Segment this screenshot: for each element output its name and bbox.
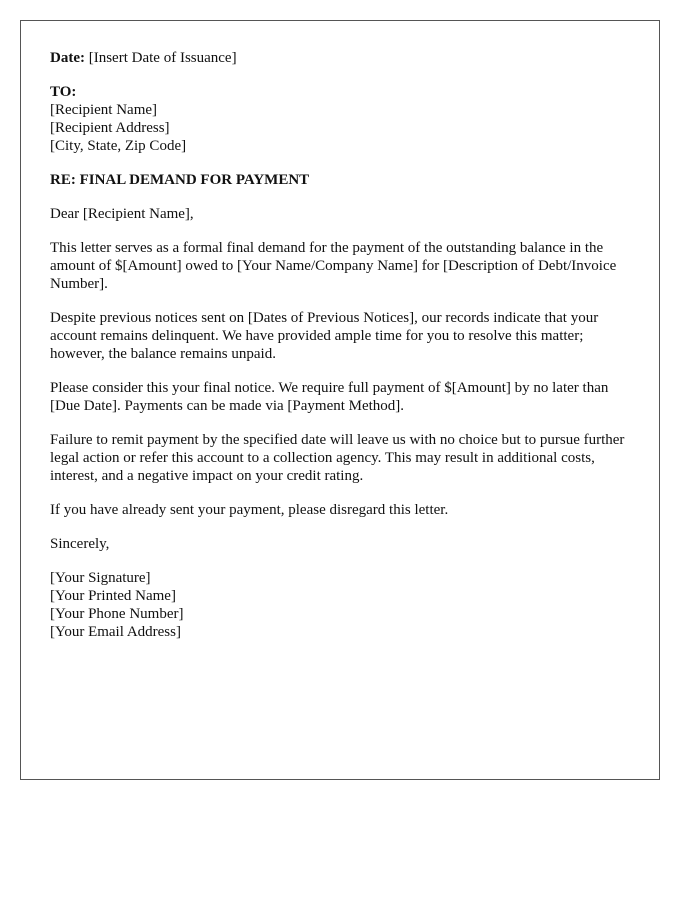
printed-name: [Your Printed Name] xyxy=(50,588,176,604)
paragraph-3: Please consider this your final notice. We require full payment of $[Amount] by no later than [Due Date]. Payments can be made via [Payment Method]. xyxy=(50,380,609,414)
letter-page xyxy=(20,20,660,780)
date-line xyxy=(50,49,636,67)
closing: Sincerely, xyxy=(50,536,110,552)
recipient-block xyxy=(50,83,636,155)
recipient-name: [Recipient Name] xyxy=(50,102,158,118)
date-value: [Insert Date of Issuance] xyxy=(88,50,237,66)
paragraph-5: If you have already sent your payment, please disregard this letter. xyxy=(50,502,449,518)
date-label: Date: xyxy=(50,50,85,66)
subject-line xyxy=(50,171,636,189)
to-label: TO: xyxy=(50,84,77,100)
recipient-address: [Recipient Address] xyxy=(50,120,170,136)
signature: [Your Signature] xyxy=(50,570,151,586)
phone-number: [Your Phone Number] xyxy=(50,606,184,622)
email-address: [Your Email Address] xyxy=(50,624,181,640)
subject: RE: FINAL DEMAND FOR PAYMENT xyxy=(50,172,310,188)
paragraph-1: This letter serves as a formal final demand for the payment of the outstanding balance in the amount of $[Amount] owed to [Your Name/Company Name] for [Description of Debt/Invoice Number]. xyxy=(50,240,617,292)
salutation: Dear [Recipient Name], xyxy=(50,206,194,222)
paragraph-4: Failure to remit payment by the specified date will leave us with no choice but to pursue further legal action or refer this account to a collection agency. This may result in additional costs, interest, and a negative impact on your credit rating. xyxy=(50,432,625,484)
recipient-city: [City, State, Zip Code] xyxy=(50,138,187,154)
signature-block xyxy=(50,569,636,641)
paragraph-2: Despite previous notices sent on [Dates of Previous Notices], our records indicate that your account remains delinquent. We have provided ample time for you to resolve this matter; however, the balance remains unpaid. xyxy=(50,310,599,362)
letter-body xyxy=(50,49,636,657)
